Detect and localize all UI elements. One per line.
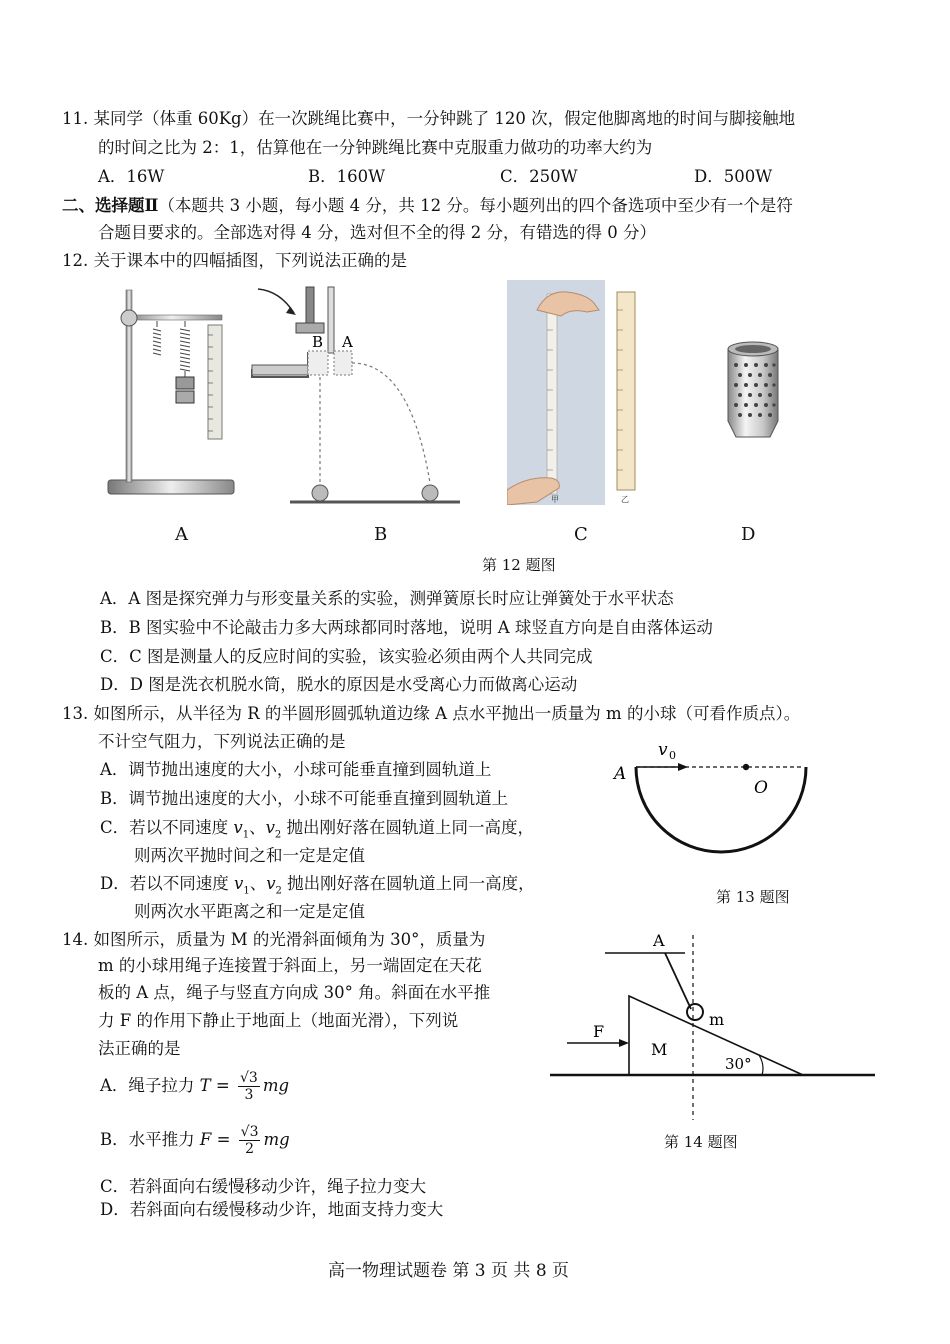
q13-option-c-suffix: 抛出刚好落在圆轨道上同一高度， bbox=[281, 818, 535, 837]
section2-intro: （本题共 3 小题，每小题 4 分，共 12 分。每小题列出的四个备选项中至少有一个是符 bbox=[158, 196, 793, 215]
q13-line1: 13. 如图所示，从半径为 R 的半圆形圆弧轨道边缘 A 点水平抛出一质量为 m 的小球（可看作质点）。 bbox=[62, 704, 801, 723]
q14-option-d: D．若斜面向右缓慢移动少许，地面支持力变大 bbox=[100, 1200, 444, 1219]
q14-line5: 法正确的是 bbox=[98, 1039, 181, 1058]
q12-figure-label-b: B bbox=[374, 524, 388, 545]
q13-figure-velocity-sub: 0 bbox=[669, 749, 676, 762]
q11-option-b: B．160W bbox=[308, 167, 386, 186]
section2-line1 bbox=[62, 195, 793, 217]
q13-option-d-line1 bbox=[100, 873, 535, 902]
q12-figure-a-spring-stand bbox=[100, 285, 240, 505]
sub-2: 2 bbox=[274, 829, 282, 841]
page-footer: 高一物理试题卷 第 3 页 共 8 页 bbox=[328, 1261, 570, 1281]
q13-option-d-prefix: D．若以不同速度 bbox=[100, 874, 234, 893]
q11-option-d: D．500W bbox=[694, 167, 773, 186]
q13-option-c-prefix: C．若以不同速度 bbox=[100, 818, 234, 837]
q14-option-c: C．若斜面向右缓慢移动少许，绳子拉力变大 bbox=[100, 1177, 427, 1196]
fraction bbox=[239, 1124, 261, 1157]
q13-caption: 第 13 题图 bbox=[716, 888, 790, 906]
q14-line4: 力 F 的作用下静止于地面上（地面光滑），下列说 bbox=[98, 1011, 459, 1030]
numerator: √3 bbox=[240, 1124, 259, 1140]
q12-figure-d-dryer-drum bbox=[722, 335, 784, 447]
q12-figure-label-a: A bbox=[175, 524, 188, 545]
q12-option-d: D．D 图是洗衣机脱水筒，脱水的原因是水受离心力而做离心运动 bbox=[100, 675, 578, 694]
q13-option-d-line2: 则两次水平距离之和一定是定值 bbox=[134, 902, 365, 921]
q12-figure-label-d: D bbox=[741, 524, 756, 545]
sub-1: 1 bbox=[242, 829, 250, 841]
q14-option-b-text: B．水平推力 bbox=[100, 1130, 200, 1149]
var-t: T bbox=[199, 1076, 211, 1095]
denominator: 3 bbox=[244, 1087, 254, 1103]
equals: = bbox=[211, 1130, 236, 1149]
q14-figure-angle: 30° bbox=[725, 1055, 752, 1073]
var-v2: v bbox=[265, 818, 275, 837]
q13-option-c-line2: 则两次平抛时间之和一定是定值 bbox=[134, 846, 365, 865]
q13-option-b: B．调节抛出速度的大小，小球不可能垂直撞到圆轨道上 bbox=[100, 789, 509, 808]
var-f: F bbox=[199, 1130, 212, 1149]
q12-figure-c-ruler-photo bbox=[507, 280, 645, 505]
section2-line2: 合题目要求的。全部选对得 4 分，选对但不全的得 2 分，有错选的得 0 分） bbox=[98, 223, 656, 242]
q13-option-c-line1 bbox=[100, 817, 534, 846]
q12-option-a: A．A 图是探究弹力与形变量关系的实验，测弹簧原长时应让弹簧处于水平状态 bbox=[100, 589, 674, 608]
q12-option-c: C．C 图是测量人的反应时间的实验，该实验必须由两个人共同完成 bbox=[100, 647, 593, 666]
q14-line2: m 的小球用绳子连接置于斜面上，另一端固定在天花 bbox=[98, 956, 482, 975]
q14-figure-point-a: A bbox=[653, 931, 665, 950]
q11-option-c: C．250W bbox=[500, 167, 578, 186]
q11-line1: 11. 某同学（体重 60Kg）在一次跳绳比赛中，一分钟跳了 120 次，假定他脚离地的时间与脚接触地 bbox=[62, 109, 796, 128]
sub-2: 2 bbox=[275, 885, 282, 897]
var-v2: v bbox=[266, 874, 276, 893]
q14-option-b bbox=[100, 1124, 290, 1157]
numerator: √3 bbox=[240, 1070, 258, 1086]
q13-figure-center-o: O bbox=[754, 778, 768, 798]
q13-figure-point-a: A bbox=[614, 764, 627, 784]
q13-figure-semicircle bbox=[608, 735, 833, 880]
q14-figure-force-f: F bbox=[593, 1022, 605, 1041]
q14-option-a bbox=[100, 1070, 289, 1103]
q13-option-a: A．调节抛出速度的大小，小球可能垂直撞到圆轨道上 bbox=[100, 760, 492, 779]
q14-caption: 第 14 题图 bbox=[664, 1133, 738, 1151]
q13-line2: 不计空气阻力，下列说法正确的是 bbox=[98, 732, 346, 751]
var-mg: mg bbox=[263, 1130, 290, 1149]
sub-1: 1 bbox=[243, 885, 250, 897]
q12-figure-label-c: C bbox=[574, 524, 588, 545]
q14-line3: 板的 A 点，绳子与竖直方向成 30° 角。斜面在水平推 bbox=[98, 983, 491, 1002]
q13-figure-velocity: v bbox=[658, 740, 668, 760]
q11-line2: 的时间之比为 2：1，估算他在一分钟跳绳比赛中克服重力做功的功率大约为 bbox=[98, 138, 653, 157]
separator: 、 bbox=[249, 874, 267, 893]
q12-figure-b-label-b: B bbox=[312, 333, 324, 351]
q14-figure-incline bbox=[545, 925, 880, 1125]
var-v1: v bbox=[233, 874, 244, 893]
q12-caption: 第 12 题图 bbox=[482, 556, 556, 574]
equals: = bbox=[210, 1076, 236, 1095]
var-v1: v bbox=[233, 818, 243, 837]
q11-option-a: A．16W bbox=[98, 167, 165, 186]
q14-figure-ball-m: m bbox=[709, 1010, 725, 1029]
q14-line1: 14. 如图所示，质量为 M 的光滑斜面倾角为 30°，质量为 bbox=[62, 930, 486, 949]
q14-option-a-text: A．绳子拉力 bbox=[100, 1076, 200, 1095]
q13-option-d-suffix: 抛出刚好落在圆轨道上同一高度， bbox=[281, 874, 535, 893]
q12-figure-c-label-jia: 甲 bbox=[551, 495, 559, 504]
var-mg: mg bbox=[262, 1076, 290, 1095]
q12-option-b: B．B 图实验中不论敲击力多大两球都同时落地，说明 A 球竖直方向是自由落体运动 bbox=[100, 618, 713, 637]
section2-heading: 二、选择题Ⅱ bbox=[62, 196, 159, 215]
q14-figure-mass-m: M bbox=[651, 1040, 668, 1059]
q12-figure-b-label-a: A bbox=[342, 333, 353, 351]
q12-figure-b-two-balls bbox=[250, 283, 462, 508]
denominator: 2 bbox=[245, 1141, 255, 1157]
fraction bbox=[238, 1070, 260, 1103]
q12-figure-c-label-yi: 乙 bbox=[621, 495, 629, 504]
q12-stem: 12. 关于课本中的四幅插图，下列说法正确的是 bbox=[62, 251, 407, 270]
separator: 、 bbox=[249, 818, 266, 837]
